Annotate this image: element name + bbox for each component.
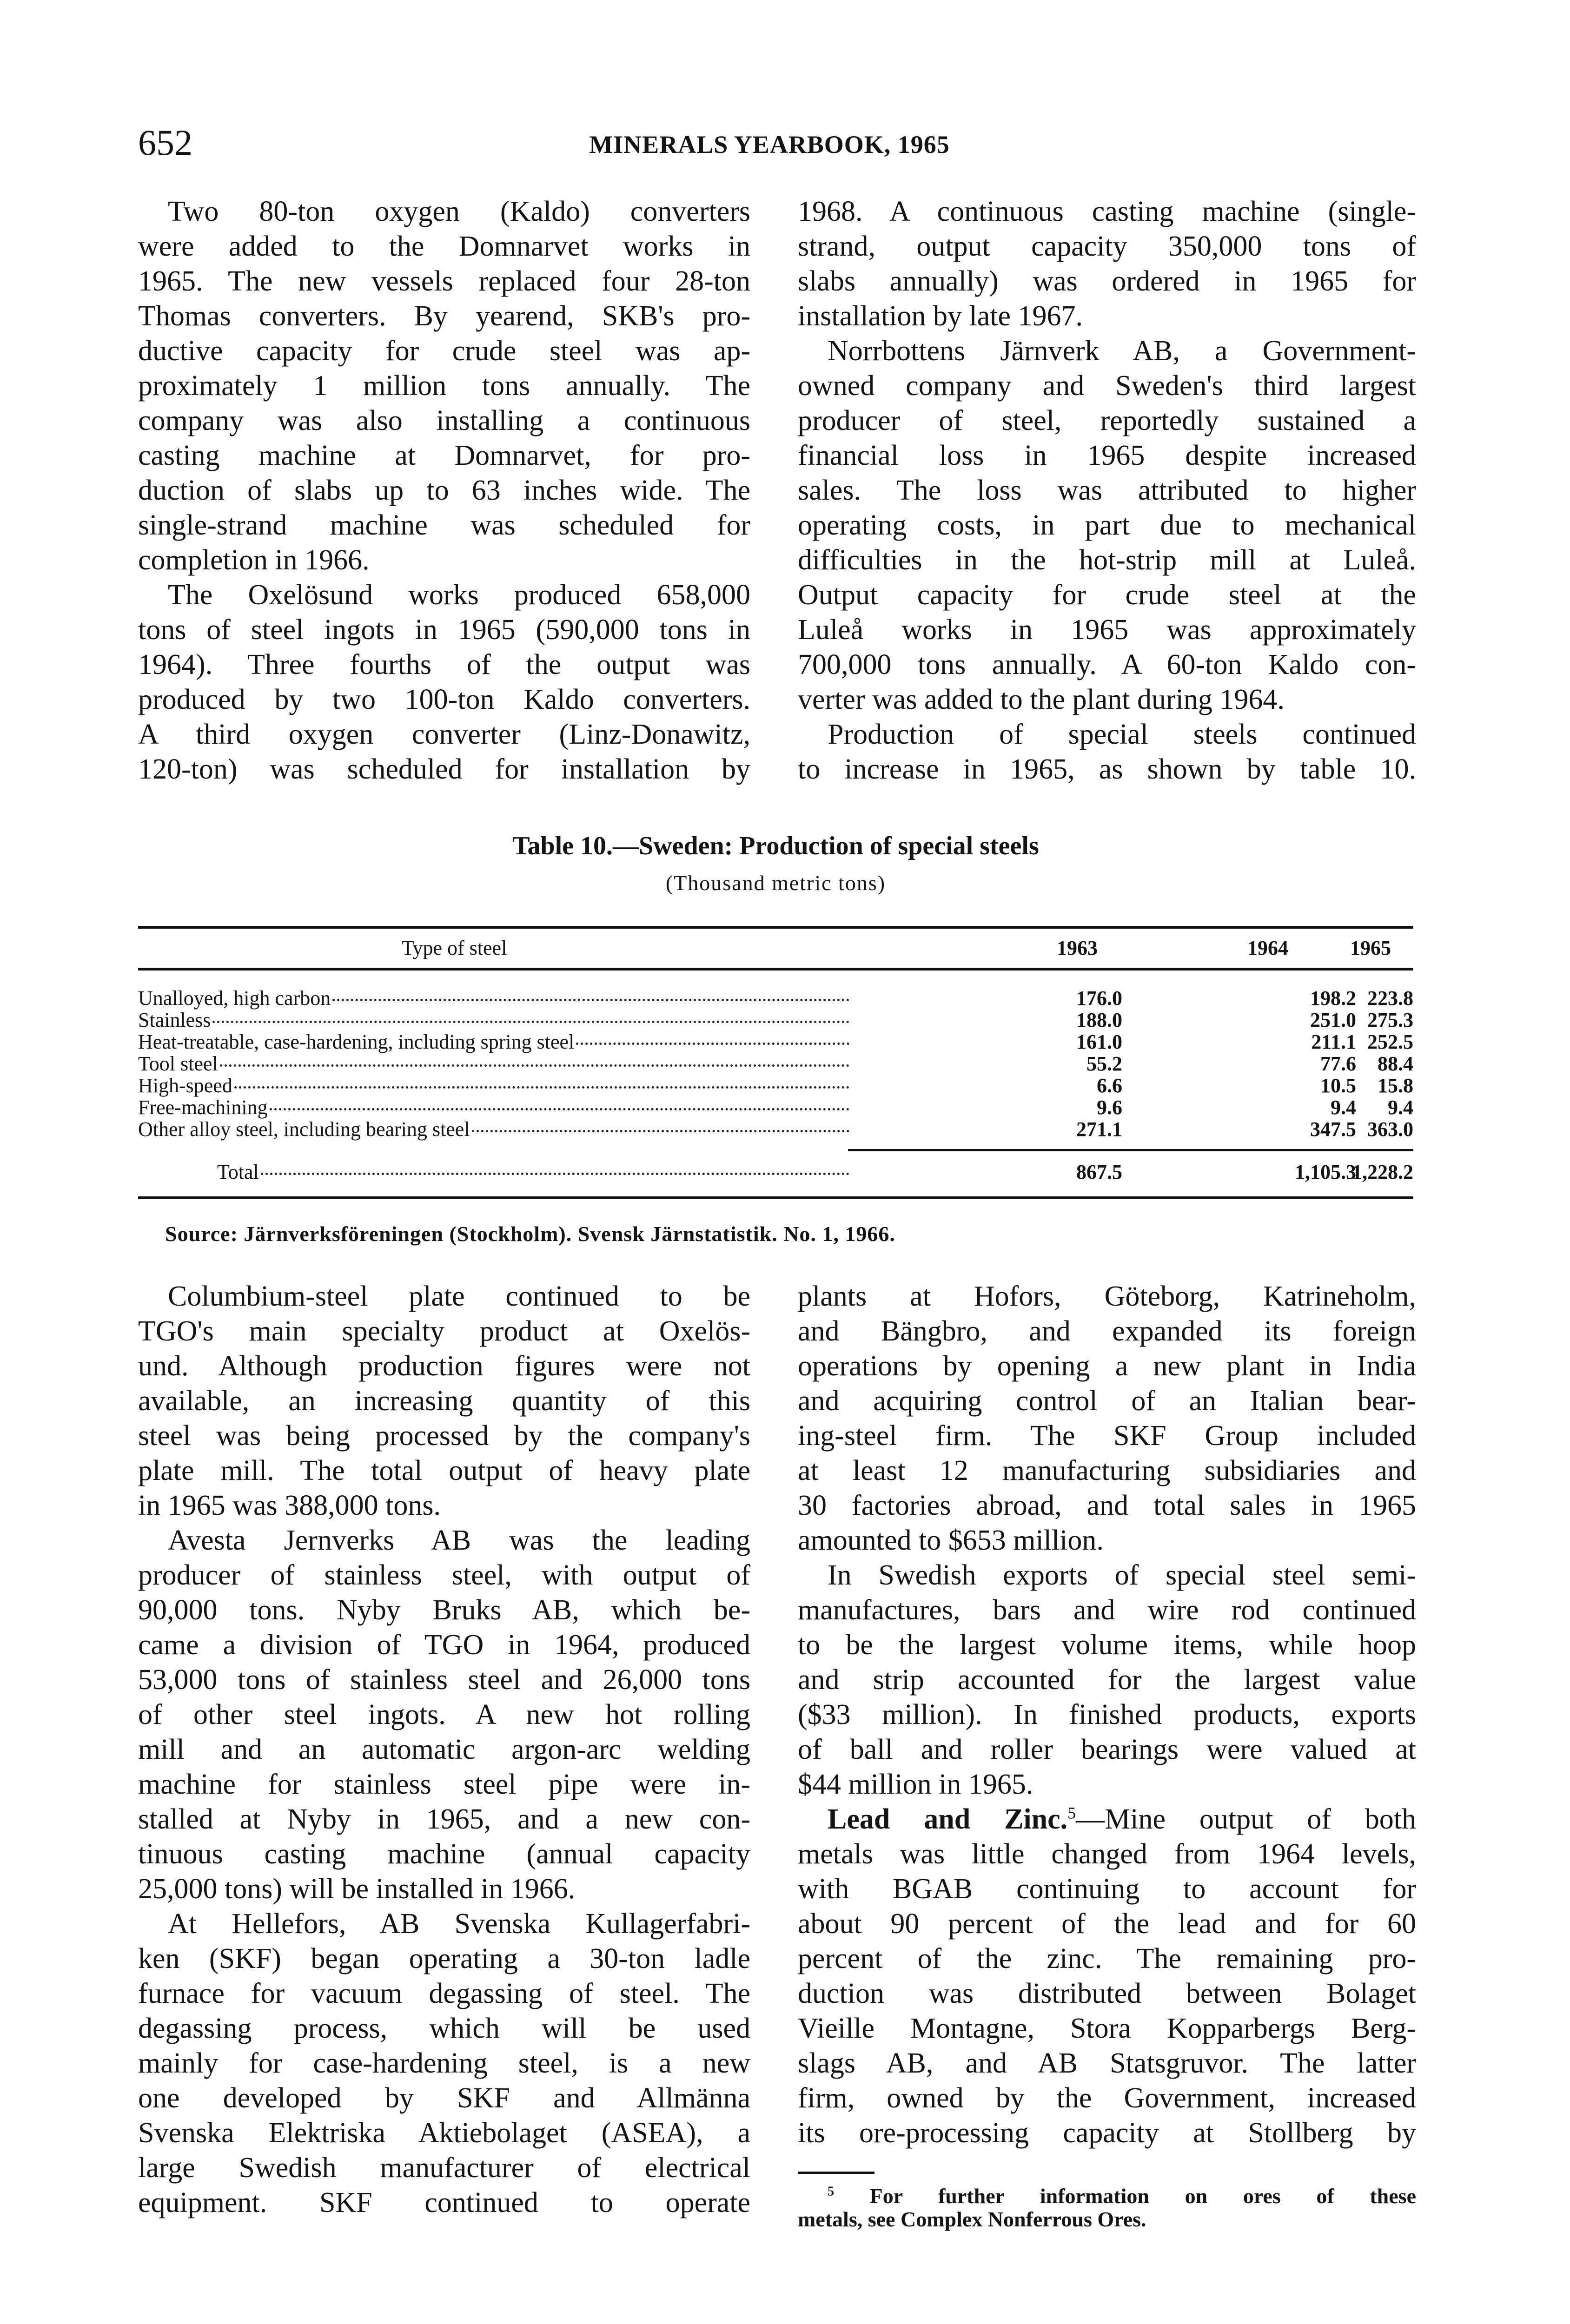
table-row: [138, 1118, 1413, 1140]
footnote-line: metals, see Complex Nonferrous Ores.: [798, 2207, 1146, 2231]
table-row: [138, 1009, 1413, 1031]
cell-1964: 211.1: [1311, 1030, 1356, 1053]
text-line: to be the largest volume items, while hoop: [798, 1629, 1416, 1661]
text-line: In Swedish exports of special steel semi-: [828, 1559, 1416, 1591]
cell-1965: 363.0: [1367, 1118, 1413, 1141]
text-run: —Mine output of both: [1076, 1803, 1416, 1835]
dot-leader: [332, 999, 849, 1001]
text-line: Thomas converters. By yearend, SKB's pro-: [138, 300, 750, 332]
column-header-1964: 1964: [1247, 937, 1288, 959]
text-line: slags AB, and AB Statsgruvor. The latter: [798, 2047, 1416, 2079]
footnote-line: $^5$ For further information on ores of these: [828, 2184, 1417, 2208]
running-head: MINERALS YEARBOOK, 1965: [589, 131, 950, 158]
footnote-reference[interactable]: 5: [1067, 1803, 1076, 1822]
column-bottom-left: [138, 1279, 750, 2220]
text-line: 90,000 tons. Nyby Bruks AB, which be-: [138, 1594, 750, 1626]
cell-1964: 10.5: [1320, 1074, 1356, 1097]
column-header-1963: 1963: [1057, 937, 1098, 959]
total-1965: 1,228.2: [1352, 1161, 1413, 1183]
table-bottom-rule: [138, 1196, 1413, 1199]
row-label: High-speed: [138, 1074, 232, 1097]
text-line: Vieille Montagne, Stora Kopparbergs Berg-: [798, 2013, 1416, 2044]
text-line: Output capacity for crude steel at the: [798, 579, 1416, 611]
text-line: tons of steel ingots in 1965 (590,000 tons in: [138, 614, 750, 646]
text-line: single-strand machine was scheduled for: [138, 509, 750, 541]
text-line: strand, output capacity 350,000 tons of: [798, 231, 1416, 262]
cell-1963: 55.2: [1086, 1052, 1122, 1075]
text-line: tinuous casting machine (annual capacity: [138, 1838, 750, 1870]
cell-1963: 188.0: [1076, 1009, 1122, 1031]
row-label: Heat-treatable, case-hardening, including spring steel: [138, 1030, 575, 1053]
text-line: TGO's main specialty product at Oxelös-: [138, 1315, 750, 1347]
text-line: operating costs, in part due to mechanical: [798, 509, 1416, 541]
text-line: Avesta Jernverks AB was the leading: [168, 1525, 750, 1556]
text-line: came a division of TGO in 1964, produced: [138, 1629, 750, 1661]
column-top-right: [798, 194, 1416, 787]
text-line: slabs annually) was ordered in 1965 for: [798, 265, 1416, 297]
row-label: Free-machining: [138, 1096, 268, 1119]
cell-1963: 6.6: [1097, 1074, 1122, 1097]
table-subtitle: (Thousand metric tons): [665, 871, 886, 895]
text-line: company was also installing a continuous: [138, 405, 750, 436]
cell-1965: 275.3: [1367, 1009, 1413, 1031]
text-line: ken (SKF) began operating a 30-ton ladle: [138, 1943, 750, 1974]
text-line: Columbium-steel plate continued to be: [168, 1281, 750, 1312]
column-header-type: Type of steel: [401, 937, 507, 959]
column-header-1965: 1965: [1350, 937, 1391, 959]
text-line: Two 80-ton oxygen (Kaldo) converters: [168, 196, 750, 227]
text-line: and acquiring control of an Italian bear-: [798, 1385, 1416, 1417]
dot-leader: [234, 1086, 849, 1089]
column-top-left: [138, 194, 750, 787]
table-row: [138, 1075, 1413, 1096]
text-line: of ball and roller bearings were valued at: [798, 1734, 1416, 1765]
row-label: Tool steel: [138, 1052, 218, 1075]
text-line: Luleå works in 1965 was approximately: [798, 614, 1416, 646]
text-line: 30 factories abroad, and total sales in 1965: [798, 1490, 1416, 1521]
text-line: available, an increasing quantity of this: [138, 1385, 750, 1417]
text-line: 1964). Three fourths of the output was: [138, 649, 750, 680]
dot-leader: [472, 1130, 849, 1132]
dot-leader: [220, 1064, 849, 1067]
text-line: plate mill. The total output of heavy plate: [138, 1455, 750, 1486]
cell-1964: 251.0: [1310, 1009, 1356, 1031]
table-source-note: Source: Järnverksföreningen (Stockholm). Svensk Järnstatistik. No. 1, 1966.: [165, 1222, 895, 1246]
cell-1965: 15.8: [1378, 1074, 1413, 1097]
cell-1963: 271.1: [1076, 1118, 1122, 1141]
text-line: manufactures, bars and wire rod continued: [798, 1594, 1416, 1626]
text-line: $44 million in 1965.: [798, 1769, 1033, 1800]
table-header-rule: [138, 968, 1413, 971]
text-line: 25,000 tons) will be installed in 1966.: [138, 1873, 576, 1905]
text-line: mainly for case-hardening steel, is a new: [138, 2047, 750, 2079]
column-bottom-right: [798, 1279, 1416, 2151]
dot-leader: [270, 1108, 849, 1110]
text-line: installation by late 1967.: [798, 300, 1083, 332]
text-line: Production of special steels continued: [828, 719, 1416, 750]
dot-leader: [212, 1021, 849, 1023]
text-line: amounted to $653 million.: [798, 1525, 1104, 1556]
table-title: Table 10.—Sweden: Production of special steels: [512, 832, 1039, 860]
text-line: ductive capacity for crude steel was ap-: [138, 335, 750, 367]
text-line: 1965. The new vessels replaced four 28-ton: [138, 265, 750, 297]
text-line: producer of steel, reportedly sustained a: [798, 405, 1416, 436]
total-1963: 867.5: [1076, 1161, 1122, 1183]
text-line: ($33 million). In finished products, exports: [798, 1699, 1416, 1730]
cell-1965: 252.5: [1367, 1030, 1413, 1053]
text-line: percent of the zinc. The remaining pro-: [798, 1943, 1416, 1974]
text-line: duction of slabs up to 63 inches wide. The: [138, 475, 750, 506]
row-label: Stainless: [138, 1009, 211, 1031]
page-number: 652: [138, 122, 192, 163]
table-row-total: [138, 1161, 1413, 1183]
table-top-rule: [138, 926, 1413, 929]
text-line: difficulties in the hot-strip mill at Luleå.: [798, 544, 1416, 576]
text-line: ing-steel firm. The SKF Group included: [798, 1420, 1416, 1452]
text-line: with BGAB continuing to account for: [798, 1873, 1416, 1905]
total-1964: 1,105.3: [1295, 1161, 1356, 1183]
text-line: at least 12 manufacturing subsidiaries and: [798, 1455, 1416, 1486]
text-line: [798, 1802, 1416, 1837]
text-line: financial loss in 1965 despite increased: [798, 440, 1416, 471]
text-line: 120-ton) was scheduled for installation by: [138, 753, 750, 785]
dot-leader: [261, 1173, 849, 1175]
text-line: in 1965 was 388,000 tons.: [138, 1490, 441, 1521]
cell-1965: 88.4: [1378, 1052, 1413, 1075]
text-line: proximately 1 million tons annually. The: [138, 370, 750, 402]
text-line: and Bängbro, and expanded its foreign: [798, 1315, 1416, 1347]
run-in-heading: Lead and Zinc.: [828, 1803, 1068, 1835]
cell-1964: 77.6: [1320, 1052, 1356, 1075]
text-line: mill and an automatic argon-arc welding: [138, 1734, 750, 1765]
text-line: 1968. A continuous casting machine (single-: [798, 196, 1416, 227]
text-line: 53,000 tons of stainless steel and 26,000 tons: [138, 1664, 750, 1696]
text-line: stalled at Nyby in 1965, and a new con-: [138, 1803, 750, 1835]
text-line: owned company and Sweden's third largest: [798, 370, 1416, 402]
cell-1963: 9.6: [1097, 1096, 1122, 1119]
text-line: furnace for vacuum degassing of steel. The: [138, 1978, 750, 2009]
text-line: sales. The loss was attributed to higher: [798, 475, 1416, 506]
text-line: metals was little changed from 1964 levels,: [798, 1838, 1416, 1870]
table-row: [138, 987, 1413, 1009]
text-line: producer of stainless steel, with output of: [138, 1559, 750, 1591]
text-line: and strip accounted for the largest value: [798, 1664, 1416, 1696]
table-row: [138, 1096, 1413, 1118]
text-line: its ore-processing capacity at Stollberg by: [798, 2117, 1416, 2149]
footnote-rule: [798, 2172, 874, 2174]
total-rule: [848, 1149, 1413, 1151]
text-line: 700,000 tons annually. A 60-ton Kaldo con-: [798, 649, 1416, 680]
special-steels-table: [138, 926, 1413, 1200]
row-label: Unalloyed, high carbon: [138, 987, 331, 1010]
dot-leader: [576, 1043, 849, 1045]
text-line: Svenska Elektriska Aktiebolaget (ASEA), a: [138, 2117, 750, 2149]
text-line: At Hellefors, AB Svenska Kullagerfabri-: [168, 1908, 750, 1940]
cell-1963: 161.0: [1076, 1030, 1122, 1053]
table-row: [138, 1031, 1413, 1053]
text-line: A third oxygen converter (Linz-Donawitz,: [138, 719, 750, 750]
row-label: Total: [217, 1161, 259, 1183]
table-row: [138, 1053, 1413, 1075]
text-line: verter was added to the plant during 1964.: [798, 684, 1285, 715]
text-line: Norrbottens Järnverk AB, a Government-: [828, 335, 1416, 367]
cell-1964: 9.4: [1331, 1096, 1356, 1119]
cell-1965: 9.4: [1388, 1096, 1413, 1119]
text-line: about 90 percent of the lead and for 60: [798, 1908, 1416, 1940]
text-line: to increase in 1965, as shown by table 10.: [798, 753, 1416, 785]
text-line: were added to the Domnarvet works in: [138, 231, 750, 262]
text-line: plants at Hofors, Göteborg, Katrineholm,: [798, 1281, 1416, 1312]
cell-1964: 198.2: [1310, 987, 1356, 1010]
text-line: operations by opening a new plant in India: [798, 1350, 1416, 1382]
text-line: und. Although production figures were not: [138, 1350, 750, 1382]
text-line: completion in 1966.: [138, 544, 370, 576]
text-line: steel was being processed by the company's: [138, 1420, 750, 1452]
text-line: casting machine at Domnarvet, for pro-: [138, 440, 750, 471]
cell-1963: 176.0: [1076, 987, 1122, 1010]
text-line: firm, owned by the Government, increased: [798, 2082, 1416, 2114]
row-label: Other alloy steel, including bearing steel: [138, 1118, 470, 1141]
text-line: one developed by SKF and Allmänna: [138, 2082, 750, 2114]
footnote: [798, 2185, 1416, 2231]
text-line: duction was distributed between Bolaget: [798, 1978, 1416, 2009]
cell-1965: 223.8: [1367, 987, 1413, 1010]
text-line: equipment. SKF continued to operate: [138, 2187, 750, 2218]
footnote-marker: 5: [828, 2184, 834, 2199]
text-line: produced by two 100-ton Kaldo converters.: [138, 684, 750, 715]
cell-1964: 347.5: [1310, 1118, 1356, 1141]
text-line: degassing process, which will be used: [138, 2013, 750, 2044]
text-line: machine for stainless steel pipe were in-: [138, 1769, 750, 1800]
text-line: The Oxelösund works produced 658,000: [168, 579, 750, 611]
text-line: large Swedish manufacturer of electrical: [138, 2152, 750, 2184]
text-line: of other steel ingots. A new hot rolling: [138, 1699, 750, 1730]
